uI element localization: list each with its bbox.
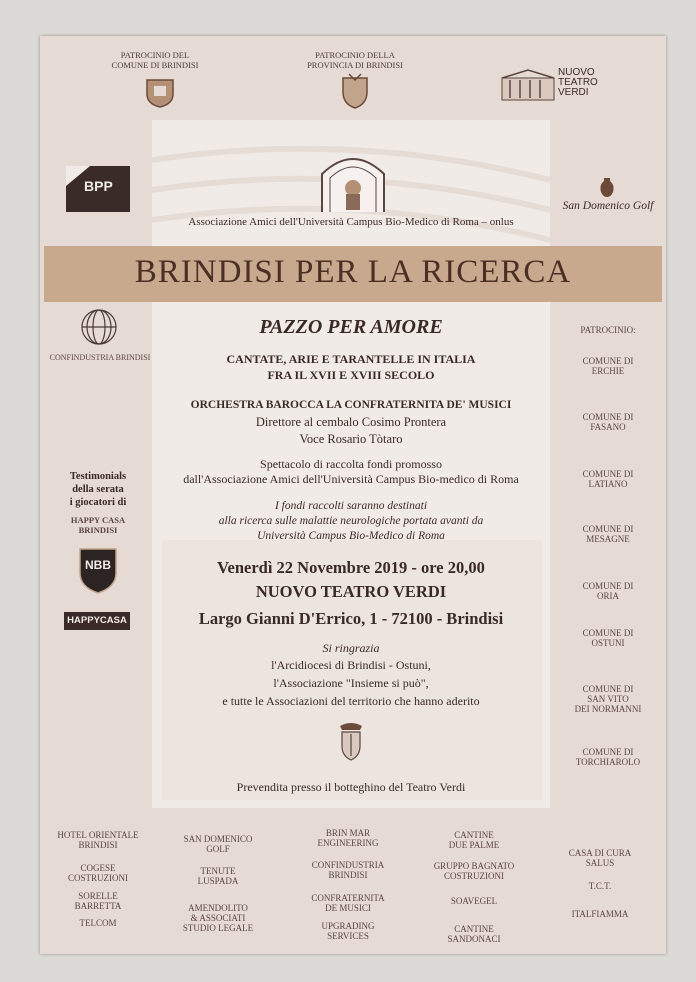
teatro-verdi-building-icon: [500, 68, 556, 102]
sponsor-item: CONFINDUSTRIA BRINDISI: [311, 860, 385, 880]
orchestra-name: ORCHESTRA BAROCCA LA CONFRATERNITA DE' MUSICI: [190, 399, 512, 411]
event-date: Venerdì 22 Novembre 2019 - ore 20,00: [217, 558, 485, 577]
happycasa-logo: HAPPYCASA: [64, 612, 130, 630]
sponsor-item: CASA DI CURA SALUS: [568, 848, 632, 868]
patrocinio-item: COMUNE DI SAN VITO DEI NORMANNI: [574, 684, 642, 714]
patron-comune-text: PATROCINIO DEL COMUNE DI BRINDISI: [111, 50, 199, 70]
show-line-1: Spettacolo di raccolta fondi promosso: [260, 457, 442, 471]
patrocinio-heading: PATROCINIO:: [580, 325, 636, 335]
event-venue: NUOVO TEATRO VERDI: [255, 582, 447, 601]
patrocinio-item: COMUNE DI ERCHIE: [582, 356, 634, 376]
sponsor-item: CANTINE DUE PALME: [448, 830, 500, 850]
banner-title: BRINDISI PER LA RICERCA: [134, 254, 572, 290]
provincia-crest-icon: [340, 72, 370, 110]
funds-line-1: I fondi raccolti saranno destinati: [274, 500, 428, 512]
sponsor-item: T.C.T.: [588, 881, 612, 891]
patrocinio-item: COMUNE DI ORIA: [582, 581, 634, 601]
sponsor-item: TENUTE LUSPADA: [197, 866, 239, 886]
nbb-logo-text: NBB: [85, 558, 111, 572]
teatro-verdi-logo-text: NUOVO TEATRO VERDI: [558, 67, 598, 98]
sponsor-item: HOTEL ORIENTALE BRINDISI: [57, 830, 139, 850]
testimonials-text: Testimonials della serata i giocatori di: [69, 471, 127, 508]
thanks-line-3: e tutte le Associazioni del territorio che hanno aderito: [222, 694, 480, 708]
sponsor-item: BRIN MAR ENGINEERING: [317, 828, 379, 848]
confindustria-label: CONFINDUSTRIA BRINDISI: [49, 353, 151, 362]
comune-crest-icon: [143, 74, 177, 108]
event-address: Largo Gianni D'Errico, 1 - 72100 - Brindisi: [198, 609, 504, 628]
sponsor-item: ITALFIAMMA: [571, 909, 629, 919]
event-subtitle-2: FRA IL XVII E XVIII SECOLO: [267, 368, 435, 382]
arcidiocesi-crest-icon: [334, 722, 368, 762]
director: Direttore al cembalo Cosimo Prontera: [255, 415, 447, 429]
presale-info: Prevendita presso il botteghino del Teatro Verdi: [236, 780, 466, 794]
patrocinio-item: COMUNE DI LATIANO: [582, 469, 634, 489]
patrocinio-item: COMUNE DI MESAGNE: [582, 524, 634, 544]
association-name: Associazione Amici dell'Università Campus Bio-Medico di Roma – onlus: [188, 216, 514, 228]
sponsor-item: AMENDOLITO & ASSOCIATI STUDIO LEGALE: [182, 903, 254, 933]
funds-line-2: alla ricerca sulle malattie neurologiche portata avanti da: [218, 515, 484, 527]
testimonials-team: HAPPY CASA BRINDISI: [70, 515, 126, 535]
confindustria-logo-icon: [80, 308, 118, 346]
patrocinio-item: COMUNE DI FASANO: [582, 412, 634, 432]
sponsor-item: SOAVEGEL: [450, 896, 498, 906]
funds-line-3: Università Campus Bio-Medico di Roma: [257, 530, 445, 542]
sponsor-item: SAN DOMENICO GOLF: [183, 834, 253, 854]
voice: Voce Rosario Tòtaro: [299, 432, 403, 446]
sponsor-item: CONFRATERNITA DE MUSICI: [311, 893, 385, 913]
patron-provincia-text: PATROCINIO DELLA PROVINCIA DI BRINDISI: [307, 50, 403, 70]
association-logo-icon: [316, 150, 390, 214]
thanks-intro: Si ringrazia: [322, 641, 380, 655]
san-domenico-logo-text: San Domenico Golf: [562, 200, 654, 212]
bpp-logo: [66, 166, 130, 212]
event-title: PAZZO PER AMORE: [259, 316, 443, 338]
sponsor-item: TELCOM: [79, 918, 117, 928]
sponsor-item: CANTINE SANDONACI: [447, 924, 501, 944]
sponsor-item: SORELLE BARRETTA: [74, 891, 122, 911]
thanks-line-1: l'Arcidiocesi di Brindisi - Ostuni,: [271, 658, 431, 672]
sponsor-item: UPGRADING SERVICES: [321, 921, 375, 941]
bpp-logo-text: BPP: [84, 178, 113, 194]
sponsor-item: GRUPPO BAGNATO COSTRUZIONI: [433, 861, 515, 881]
sponsor-item: COGESE COSTRUZIONI: [68, 863, 128, 883]
amphora-icon: [598, 176, 616, 198]
show-line-2: dall'Associazione Amici dell'Università Campus Bio-medico di Roma: [183, 472, 519, 486]
patrocinio-item: COMUNE DI OSTUNI: [582, 628, 634, 648]
thanks-line-2: l'Associazione "Insieme si può",: [273, 676, 429, 690]
patrocinio-item: COMUNE DI TORCHIAROLO: [575, 747, 641, 767]
event-subtitle-1: CANTATE, ARIE E TARANTELLE IN ITALIA: [226, 352, 476, 366]
